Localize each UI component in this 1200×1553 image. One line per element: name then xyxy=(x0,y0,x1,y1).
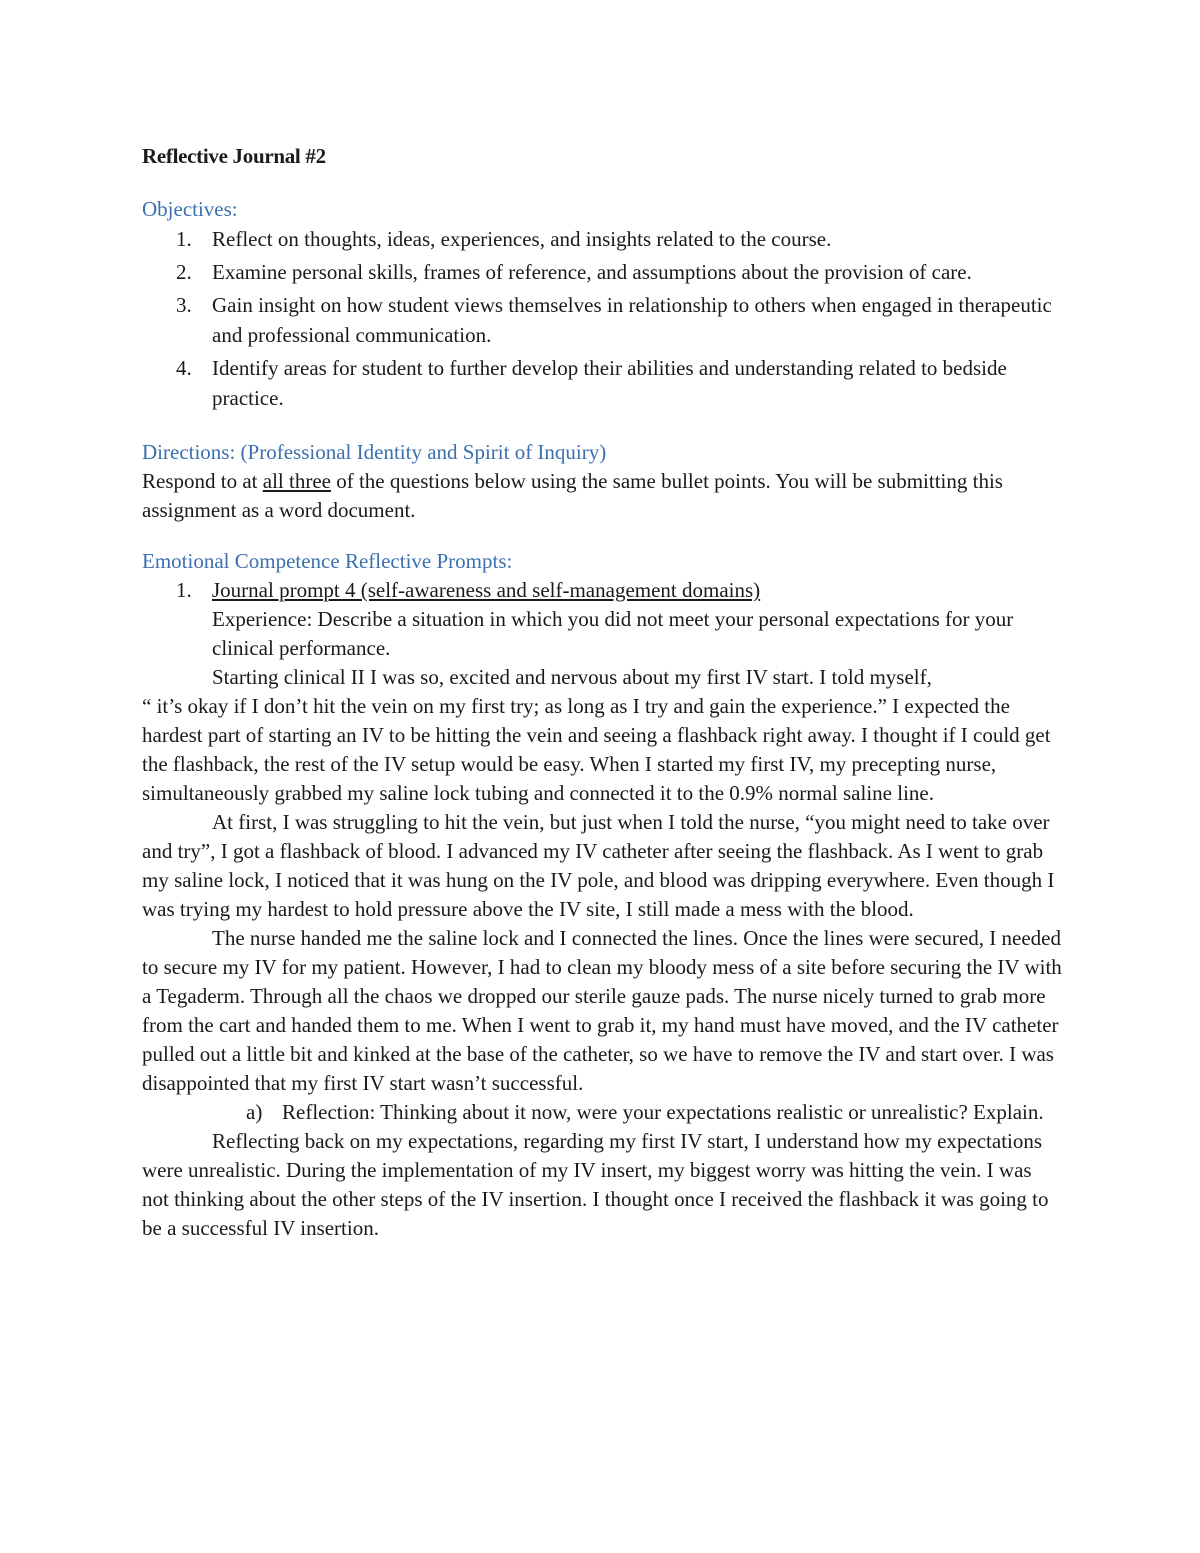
directions-text-part: of the questions below using the same bullet points. You will be submitting this assignment as a word document. xyxy=(142,469,1003,522)
objectives-heading: Objectives: xyxy=(142,197,238,221)
list-item-text: Gain insight on how student views themselves in relationship to others when engaged in therapeutic and professional communication. xyxy=(212,293,1052,347)
list-number: 2. xyxy=(176,260,192,284)
prompts-heading: Emotional Competence Reflective Prompts: xyxy=(142,549,513,573)
response-paragraph-3: The nurse handed me the saline lock and I connected the lines. Once the lines were secured, I needed to secure my IV for my patient. However, I had to clean my bloody mess of a site before securing the IV with a Tegaderm. Through all the chaos we dropped our sterile gauze pads. The nurse nicely turned to grab more from the cart and handed them to me. When I went to grab it, my hand must have moved, and the IV catheter pulled out a little bit and kinked at the base of the catheter, so we have to remove the IV and start over. I was disappointed that my first IV start wasn’t successful. xyxy=(142,926,1062,1095)
directions-underlined: all three xyxy=(262,469,331,493)
response-paragraph-2: At first, I was struggling to hit the vein, but just when I told the nurse, “you might need to take over and try”, I got a flashback of blood. I advanced my IV catheter after seeing the flashback. As I went to grab my saline lock, I noticed that it was hung on the IV pole, and blood was dripping everywhere. Even though I was trying my hardest to hold pressure above the IV site, I still made a mess with the blood. xyxy=(142,810,1055,921)
list-item xyxy=(142,224,1062,254)
list-item-text: Reflect on thoughts, ideas, experiences, and insights related to the course. xyxy=(212,227,832,251)
objectives-list xyxy=(142,224,1062,413)
directions-heading: Directions: (Professional Identity and Spirit of Inquiry) xyxy=(142,440,607,464)
list-number: 1. xyxy=(176,578,192,602)
reflection-item xyxy=(142,1098,1062,1127)
response-paragraph-1: “ it’s okay if I don’t hit the vein on my first try; as long as I try and gain the experience.” I expected the hardest part of starting an IV to be hitting the vein and seeing a flashback right away. I thought if I could get the flashback, the rest of the IV setup would be easy. When I started my first IV, my precepting nurse, simultaneously grabbed my saline lock tubing and connected it to the 0.9% normal saline line. xyxy=(142,694,1051,805)
list-item-text: Identify areas for student to further develop their abilities and understanding related to bedside practice. xyxy=(212,356,1007,410)
page-title: Reflective Journal #2 xyxy=(142,144,326,168)
list-letter: a) xyxy=(246,1100,263,1124)
response-paragraph-1-first-line: Starting clinical II I was so, excited and nervous about my first IV start. I told myself, xyxy=(212,665,932,689)
directions-text xyxy=(142,467,1062,525)
prompt-item xyxy=(142,576,1062,605)
reflection-prompt: Reflection: Thinking about it now, were your expectations realistic or unrealistic? Explain. xyxy=(282,1100,1044,1124)
list-number: 1. xyxy=(176,227,192,251)
list-number: 4. xyxy=(176,356,192,380)
experience-prompt: Experience: Describe a situation in which you did not meet your personal expectations for your clinical performance. xyxy=(212,607,1014,660)
list-item xyxy=(142,257,1062,287)
list-item-text: Examine personal skills, frames of reference, and assumptions about the provision of care. xyxy=(212,260,972,284)
reflection-response: Reflecting back on my expectations, regarding my first IV start, I understand how my expectations were unrealistic. During the implementation of my IV insert, my biggest worry was hitting the vein. I was not thinking about the other steps of the IV insertion. I thought once I received the flashback it was going to be a successful IV insertion. xyxy=(142,1129,1049,1240)
directions-text-part: Respond to at xyxy=(142,469,263,493)
list-number: 3. xyxy=(176,293,192,317)
document-page xyxy=(142,142,1062,1243)
list-item xyxy=(142,290,1062,350)
prompt-title: Journal prompt 4 (self-awareness and self-management domains) xyxy=(212,578,761,602)
list-item xyxy=(142,353,1062,413)
